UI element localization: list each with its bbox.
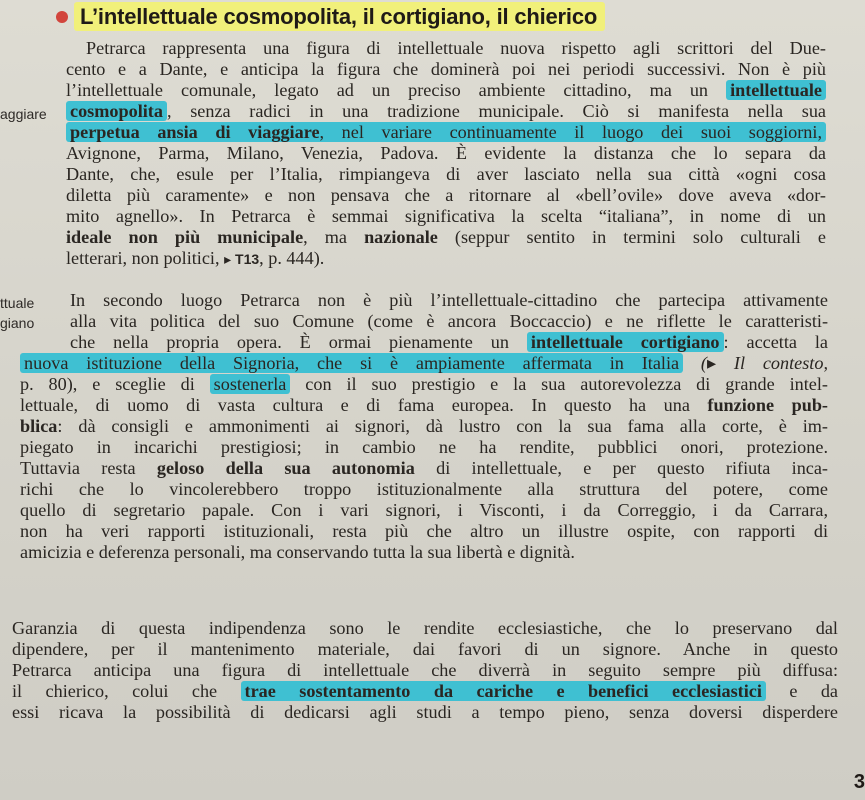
text-line	[20, 542, 828, 563]
text-span: (seppur sentito in termini solo culturali e	[437, 227, 826, 247]
margin-note-intellettuale: ttuale	[0, 295, 35, 311]
text-span: Petrarca rappresenta una figura di intellettuale nuova rispetto agli scrittori del Due-	[86, 38, 826, 58]
text-span: alla vita politica del suo Comune (come è ancora Boccaccio) e ne riflette le caratteristi-	[70, 311, 828, 331]
highlight-mark: nuova istituzione della Signoria, che si è ampiamente affermata in Italia	[20, 353, 683, 373]
bold-term: intellettuale	[730, 80, 822, 100]
text-line	[70, 290, 828, 311]
text-line	[20, 437, 828, 458]
text-line	[20, 500, 828, 521]
margin-note-viaggiare: aggiare	[0, 106, 47, 122]
text-span: : accetta la	[723, 332, 828, 352]
bold-term: intellettuale cortigiano	[530, 332, 720, 352]
text-line	[66, 101, 826, 122]
text-line	[66, 143, 826, 164]
text-span: In secondo luogo Petrarca non è più l’intellettuale-cittadino che partecipa attivamente	[70, 290, 828, 310]
cross-reference-link[interactable]: ▸ T13	[224, 251, 260, 267]
highlight-mark	[241, 681, 766, 701]
bold-term: geloso della sua autonomia	[156, 458, 415, 478]
text-line	[86, 38, 826, 59]
text-span: non ha veri rapporti istituzionali, resta più che altro un illustre ospite, con rapporti di	[20, 521, 828, 541]
text-span: , p. 444).	[259, 248, 325, 268]
text-span: dipendere, per il mantenimento materiale, dai favori di un signore. Anche in questo	[12, 639, 838, 659]
text-line	[66, 248, 826, 269]
text-line	[20, 521, 828, 542]
text-span: che nella propria opera. È ormai pienamente un	[70, 332, 509, 352]
text-span: l’intellettuale comunale, legato ad un preciso ambiente cittadino, ma un	[66, 80, 709, 100]
text-line	[66, 227, 826, 248]
text-span: il chierico, colui che	[12, 681, 241, 701]
bold-term: nazionale	[364, 227, 438, 247]
section-heading	[56, 2, 605, 31]
text-span: quello di segretario papale. Con i vari signori, i Visconti, i da Correggio, i da Carrara,	[20, 500, 828, 520]
text-line	[12, 660, 838, 681]
text-span: essi ricava la possibilità di dedicarsi agli studi a tempo pieno, senza doversi disperdere	[12, 702, 838, 722]
text-span: Petrarca anticipa una figura di intellettuale che diverrà in seguito sempre più diffusa:	[12, 660, 838, 680]
text-line	[66, 164, 826, 185]
text-line	[20, 374, 828, 395]
paragraph-cosmopolita	[66, 38, 826, 269]
text-line	[12, 618, 838, 639]
text-span: di intellettuale, e per questo rifiuta inca-	[414, 458, 828, 478]
text-span: Tuttavia resta	[20, 458, 157, 478]
text-line	[20, 479, 828, 500]
bold-term: trae sostentamento da cariche e benefici ecclesiastici	[244, 681, 762, 701]
text-line	[12, 639, 838, 660]
paragraph-cortigiano	[20, 290, 828, 563]
text-span: Dante, che, esule per l’Italia, rimpiangeva di aver lasciato nella sua città «ogni cosa	[66, 164, 826, 184]
text-span: p. 80), e sceglie di	[20, 374, 210, 394]
heading-title: L’intellettuale cosmopolita, il cortigiano, il chierico	[80, 4, 598, 29]
text-span: : dà consigli e ammonimenti ai signori, dà lustro con la sua fama alla corte, è im-	[57, 416, 828, 436]
text-line	[20, 353, 828, 374]
red-bullet-icon	[56, 11, 68, 23]
text-span: piegato in incarichi prestigiosi; in cambio ne ha rendite, pubblici onori, protezione.	[20, 437, 828, 457]
highlight-mark	[66, 101, 167, 121]
highlight-mark	[66, 122, 826, 142]
text-line	[20, 458, 828, 479]
text-line	[70, 332, 828, 353]
text-span: e da	[765, 681, 838, 701]
bold-term: perpetua ansia di viaggiare	[70, 122, 320, 142]
text-span: Avignone, Parma, Milano, Venezia, Padova. È evidente la distanza che lo separa da	[66, 143, 826, 163]
text-line	[66, 122, 826, 143]
bold-term: funzione pub-	[707, 395, 828, 415]
page-number: 3	[853, 771, 865, 793]
highlight-mark: sostenerla	[210, 374, 291, 394]
bold-term: cosmopolita	[70, 101, 163, 121]
text-span: cento e a Dante, e anticipa la figura che dominerà poi nei periodi successivi. Non è più	[66, 59, 826, 79]
text-span: , nel variare continuamente il luogo dei suoi soggiorni,	[319, 122, 822, 142]
text-line	[20, 416, 828, 437]
text-span: richi che lo vincolerebbero troppo istituzionalmente alla struttura del potere, come	[20, 479, 828, 499]
bold-term: blica	[20, 416, 58, 436]
text-line	[66, 59, 826, 80]
text-span: Garanzia di questa indipendenza sono le rendite ecclesiastiche, che lo preservano dal	[12, 618, 838, 638]
heading-highlight	[74, 2, 605, 31]
text-span: lettuale, di uomo di vasta cultura e di fama europea. In questo ha una	[20, 395, 708, 415]
bold-term: ideale non più municipale	[66, 227, 304, 247]
text-line	[66, 80, 826, 101]
text-line	[66, 185, 826, 206]
text-line	[70, 311, 828, 332]
margin-note-cortigiano: giano	[0, 315, 35, 331]
text-span: , ma	[303, 227, 365, 247]
text-span: amicizia e deferenza personali, ma conservando tutta la sua libertà e dignità.	[20, 542, 575, 562]
text-line	[66, 206, 826, 227]
text-span: , senza radici in una tradizione municipale. Ciò si manifesta nella sua	[166, 101, 826, 121]
paragraph-chierico	[12, 618, 838, 723]
text-line	[12, 702, 838, 723]
highlight-mark	[527, 332, 724, 352]
context-reference-link[interactable]: (▸ Il contesto,	[683, 353, 828, 373]
text-span: letterari, non politici,	[66, 248, 225, 268]
text-span: diletta più caramente» e non pensava che a ritornare al «bell’ovile» dove aveva «dor-	[66, 185, 826, 205]
text-line	[20, 395, 828, 416]
text-span: mito agnello». In Petrarca è semmai significativa la scelta “italiana”, in nome di un	[66, 206, 826, 226]
highlight-mark	[726, 80, 826, 100]
text-line	[12, 681, 838, 702]
text-span: con il suo prestigio e la sua autorevolezza di grande intel-	[290, 374, 828, 394]
